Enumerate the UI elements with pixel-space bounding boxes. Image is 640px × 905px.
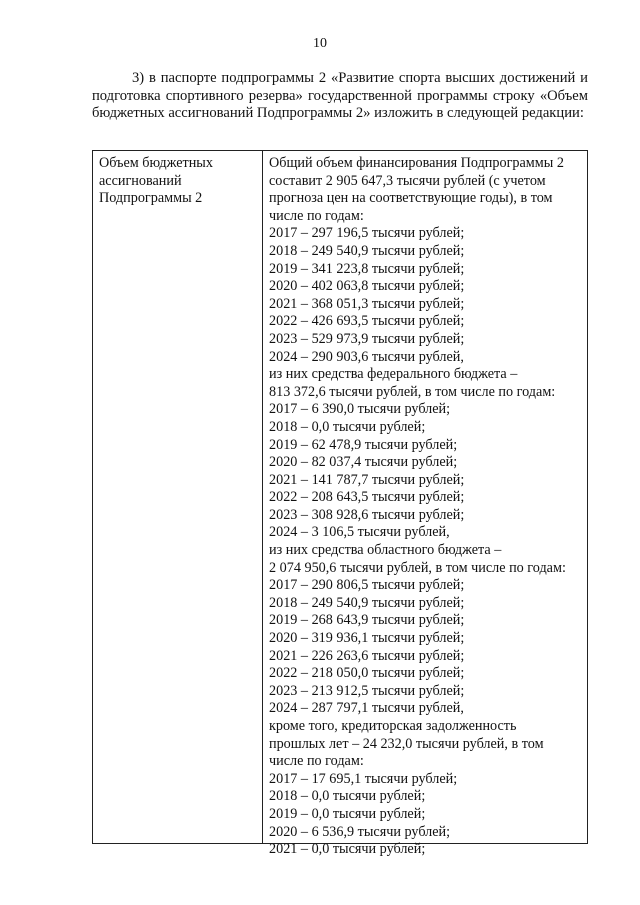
value-line: прошлых лет – 24 232,0 тысячи рублей, в том <box>269 735 544 752</box>
value-line: 2020 – 402 063,8 тысячи рублей; <box>269 278 465 295</box>
value-line: 2021 – 368 051,3 тысячи рублей; <box>269 295 465 312</box>
value-line: 2019 – 0,0 тысячи рублей; <box>269 805 426 822</box>
value-line: из них средства федерального бюджета – <box>269 366 518 383</box>
value-line: 2022 – 218 050,0 тысячи рублей; <box>269 665 465 682</box>
value-line: 2019 – 341 223,8 тысячи рублей; <box>269 260 465 277</box>
value-line: 813 372,6 тысячи рублей, в том числе по годам: <box>269 383 556 400</box>
value-line: кроме того, кредиторская задолженность <box>269 718 517 734</box>
value-line: 2022 – 426 693,5 тысячи рублей; <box>269 313 465 330</box>
value-line: 2024 – 3 106,5 тысячи рублей, <box>269 524 450 541</box>
value-line: числе по годам: <box>269 753 364 770</box>
page-number: 10 <box>313 36 327 51</box>
value-line: 2024 – 290 903,6 тысячи рублей, <box>269 348 464 365</box>
row-label-line: Объем бюджетных <box>99 155 213 171</box>
value-line: 2023 – 529 973,9 тысячи рублей; <box>269 330 465 347</box>
value-line: числе по годам: <box>269 207 364 224</box>
value-line: 2023 – 308 928,6 тысячи рублей; <box>269 506 465 523</box>
value-line: Общий объем финансирования Подпрограммы 2 <box>269 155 564 171</box>
value-line: 2018 – 249 540,9 тысячи рублей; <box>269 242 465 259</box>
value-line: 2018 – 0,0 тысячи рублей; <box>269 788 426 805</box>
budget-allocation-table <box>92 150 588 858</box>
value-line: 2017 – 6 390,0 тысячи рублей; <box>269 401 451 418</box>
value-line: 2017 – 297 196,5 тысячи рублей; <box>269 225 465 242</box>
value-line: 2018 – 249 540,9 тысячи рублей; <box>269 594 465 611</box>
value-line: из них средства областного бюджета – <box>269 542 502 559</box>
row-label-line: Подпрограммы 2 <box>99 190 203 207</box>
value-line: 2023 – 213 912,5 тысячи рублей; <box>269 682 465 699</box>
value-line: 2017 – 17 695,1 тысячи рублей; <box>269 770 458 787</box>
value-line: 2021 – 141 787,7 тысячи рублей; <box>269 471 465 488</box>
table-row-label-cell <box>93 151 263 843</box>
value-line: 2018 – 0,0 тысячи рублей; <box>269 418 426 435</box>
value-line: 2020 – 82 037,4 тысячи рублей; <box>269 454 458 471</box>
value-line: 2021 – 226 263,6 тысячи рублей; <box>269 647 465 664</box>
value-line: 2019 – 268 643,9 тысячи рублей; <box>269 612 465 629</box>
value-line: прогноза цен на соответствующие годы), в том <box>269 190 553 207</box>
value-line: составит 2 905 647,3 тысячи рублей (с учетом <box>269 172 546 189</box>
table-row-value-cell <box>263 151 587 858</box>
value-line: 2020 – 319 936,1 тысячи рублей; <box>269 630 465 647</box>
row-label-line: ассигнований <box>99 172 182 189</box>
value-line: 2022 – 208 643,5 тысячи рублей; <box>269 489 465 506</box>
value-line: 2019 – 62 478,9 тысячи рублей; <box>269 436 458 453</box>
intro-paragraph: 3) в паспорте подпрограммы 2 «Развитие спорта высших достижений и подготовка спортивного резерва» государственной программы строку «Объем бюджетных ассигнований Подпрограммы 2» изложить в следующей редакции: <box>92 70 588 121</box>
value-line: 2020 – 6 536,9 тысячи рублей; <box>269 823 451 840</box>
value-line: 2024 – 287 797,1 тысячи рублей, <box>269 700 464 717</box>
value-line: 2021 – 0,0 тысячи рублей; <box>269 841 426 858</box>
value-line: 2 074 950,6 тысячи рублей, в том числе по годам: <box>269 559 566 576</box>
value-line: 2017 – 290 806,5 тысячи рублей; <box>269 577 465 594</box>
